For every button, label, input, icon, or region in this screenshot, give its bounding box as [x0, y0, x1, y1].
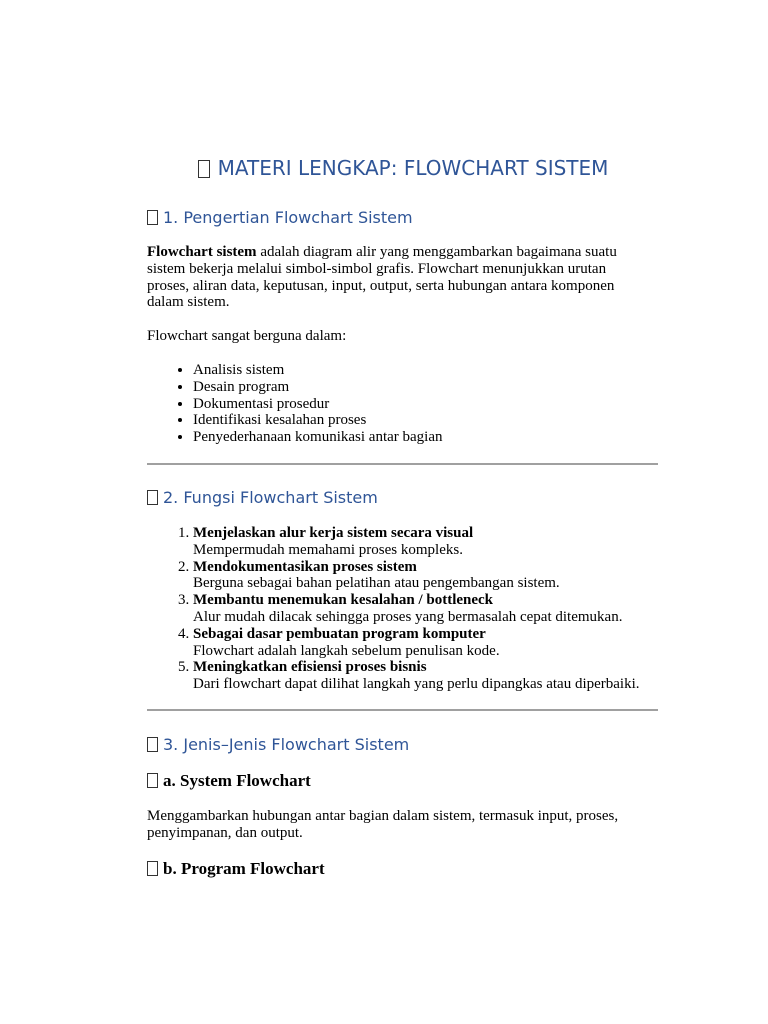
section-1-definition	[147, 244, 647, 311]
document-title-text: MATERI LENGKAP: FLOWCHART SISTEM	[217, 156, 609, 180]
function-title: Menjelaskan alur kerja sistem secara visual	[193, 525, 474, 541]
list-item: • Dokumentasi prosedur	[193, 396, 443, 413]
section-divider	[147, 709, 658, 711]
function-desc: Mempermudah memahami proses kompleks.	[193, 541, 463, 558]
list-item	[193, 659, 713, 693]
function-title: Membantu menemukan kesalahan / bottleneck	[193, 592, 494, 609]
subsection-b-heading-text: b. Program Flowchart	[163, 859, 325, 878]
missing-glyph-box-icon	[198, 160, 210, 178]
subsection-b-heading	[147, 859, 325, 879]
list-item: • Analisis sistem	[193, 362, 443, 379]
function-list	[147, 525, 713, 693]
subsection-a-text: Menggambarkan hubungan antar bagian dalam sistem, termasuk input, proses, penyimpanan, dan output.	[147, 808, 619, 841]
section-1-lead: Flowchart sangat berguna dalam:	[147, 328, 347, 344]
section-3-heading-text: 3. Jenis–Jenis Flowchart Sistem	[163, 735, 410, 754]
definition-text: adalah diagram alir yang menggambarkan bagaimana suatu sistem bekerja melalui simbol-simbol grafis. Flowchart menunjukkan urutan proses, aliran data, keputusan, input, output, serta hubungan antara komponen dalam sistem.	[147, 244, 617, 311]
list-item	[193, 592, 713, 626]
function-desc: Dari flowchart dapat dilihat langkah yang perlu dipangkas atau diperbaiki.	[193, 676, 640, 693]
list-item: • Desain program	[193, 379, 443, 396]
function-title: Mendokumentasikan proses sistem	[193, 558, 417, 575]
missing-glyph-box-icon	[147, 210, 158, 225]
list-item	[193, 525, 713, 559]
list-item	[193, 559, 713, 593]
function-desc: Flowchart adalah langkah sebelum penulisan kode.	[193, 642, 500, 659]
subsection-a-heading-text: a. System Flowchart	[163, 771, 311, 790]
missing-glyph-box-icon	[147, 490, 158, 505]
function-title: Meningkatkan efisiensi proses bisnis	[193, 659, 427, 676]
subsection-a-heading	[147, 771, 311, 791]
usage-list	[147, 362, 443, 446]
section-1-heading	[147, 208, 413, 227]
document-title	[147, 156, 659, 180]
section-2-heading-text: 2. Fungsi Flowchart Sistem	[163, 488, 378, 507]
function-desc: Berguna sebagai bahan pelatihan atau pengembangan sistem.	[193, 575, 560, 592]
section-3-heading	[147, 735, 409, 754]
definition-term: Flowchart sistem	[147, 244, 257, 260]
missing-glyph-box-icon	[147, 773, 158, 788]
section-2-heading	[147, 488, 378, 507]
missing-glyph-box-icon	[147, 737, 158, 752]
list-item: • Penyederhanaan komunikasi antar bagian	[193, 429, 443, 446]
list-item: • Identifikasi kesalahan proses	[193, 412, 443, 429]
section-divider	[147, 463, 658, 465]
missing-glyph-box-icon	[147, 861, 158, 876]
section-1-heading-text: 1. Pengertian Flowchart Sistem	[163, 208, 413, 227]
list-item	[193, 626, 713, 660]
function-desc: Alur mudah dilacak sehingga proses yang bermasalah cepat ditemukan.	[193, 608, 623, 625]
function-title: Sebagai dasar pembuatan program komputer	[193, 625, 486, 642]
